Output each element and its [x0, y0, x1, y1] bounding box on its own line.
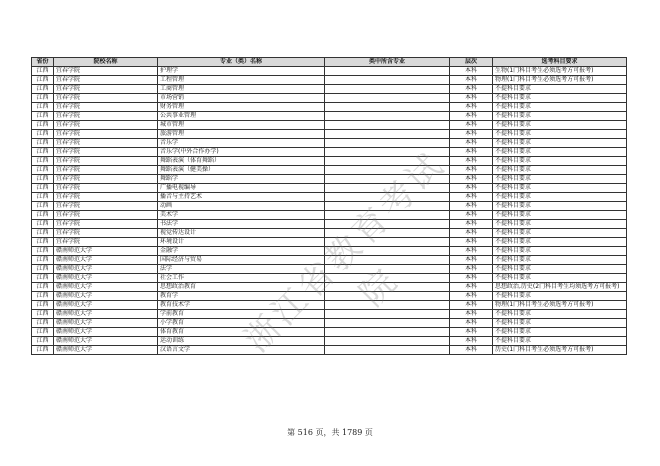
cell-province: 江西 [32, 157, 54, 166]
cell-included-majors [325, 193, 450, 202]
cell-major: 教育技术学 [158, 301, 325, 310]
table-row [32, 130, 627, 139]
cell-subject-requirement: 不提科目要求 [493, 184, 627, 193]
cell-major: 运动训练 [158, 337, 325, 346]
cell-level: 本科 [450, 67, 493, 76]
cell-school: 宜春学院 [54, 85, 158, 94]
cell-major: 公共事业管理 [158, 112, 325, 121]
cell-school: 宜春学院 [54, 166, 158, 175]
cell-major: 法学 [158, 265, 325, 274]
cell-subject-requirement: 不提科目要求 [493, 202, 627, 211]
cell-major: 广播电视编导 [158, 184, 325, 193]
cell-subject-requirement: 不提科目要求 [493, 166, 627, 175]
cell-major: 美术学 [158, 211, 325, 220]
cell-school: 宜春学院 [54, 229, 158, 238]
cell-school: 宜春学院 [54, 94, 158, 103]
cell-province: 江西 [32, 166, 54, 175]
cell-subject-requirement: 不提科目要求 [493, 256, 627, 265]
cell-school: 赣南师范大学 [54, 319, 158, 328]
cell-subject-requirement: 不提科目要求 [493, 265, 627, 274]
cell-included-majors [325, 130, 450, 139]
cell-included-majors [325, 229, 450, 238]
cell-school: 宜春学院 [54, 220, 158, 229]
cell-subject-requirement: 不提科目要求 [493, 148, 627, 157]
table-row [32, 103, 627, 112]
table-row [32, 157, 627, 166]
table-row [32, 337, 627, 346]
cell-school: 宜春学院 [54, 202, 158, 211]
table-row [32, 193, 627, 202]
cell-school: 赣南师范大学 [54, 301, 158, 310]
cell-school: 赣南师范大学 [54, 310, 158, 319]
cell-major: 动画 [158, 202, 325, 211]
cell-school: 宜春学院 [54, 121, 158, 130]
cell-level: 本科 [450, 76, 493, 85]
cell-level: 本科 [450, 283, 493, 292]
cell-level: 本科 [450, 319, 493, 328]
cell-included-majors [325, 301, 450, 310]
cell-major: 市场营销 [158, 94, 325, 103]
cell-level: 本科 [450, 103, 493, 112]
cell-level: 本科 [450, 175, 493, 184]
table-row [32, 229, 627, 238]
cell-subject-requirement: 生物(1门科目考生必须选考方可报考) [493, 67, 627, 76]
cell-subject-requirement: 不提科目要求 [493, 85, 627, 94]
table-row [32, 292, 627, 301]
cell-level: 本科 [450, 166, 493, 175]
cell-included-majors [325, 211, 450, 220]
cell-major: 小学教育 [158, 319, 325, 328]
cell-province: 江西 [32, 94, 54, 103]
cell-included-majors [325, 283, 450, 292]
cell-level: 本科 [450, 265, 493, 274]
cell-included-majors [325, 310, 450, 319]
cell-subject-requirement: 不提科目要求 [493, 247, 627, 256]
cell-province: 江西 [32, 301, 54, 310]
table-row [32, 301, 627, 310]
cell-province: 江西 [32, 67, 54, 76]
cell-province: 江西 [32, 310, 54, 319]
cell-included-majors [325, 112, 450, 121]
header-school: 院校名称 [54, 58, 158, 67]
cell-included-majors [325, 274, 450, 283]
cell-school: 宜春学院 [54, 193, 158, 202]
header-included-majors: 类中所含专业 [325, 58, 450, 67]
cell-level: 本科 [450, 229, 493, 238]
cell-school: 赣南师范大学 [54, 283, 158, 292]
cell-subject-requirement: 不提科目要求 [493, 112, 627, 121]
table-row [32, 112, 627, 121]
cell-level: 本科 [450, 346, 493, 355]
cell-major: 金融学 [158, 247, 325, 256]
cell-subject-requirement: 不提科目要求 [493, 211, 627, 220]
cell-included-majors [325, 256, 450, 265]
cell-level: 本科 [450, 139, 493, 148]
cell-school: 宜春学院 [54, 175, 158, 184]
cell-major: 体育教育 [158, 328, 325, 337]
cell-subject-requirement: 不提科目要求 [493, 274, 627, 283]
cell-included-majors [325, 238, 450, 247]
cell-province: 江西 [32, 130, 54, 139]
cell-subject-requirement: 不提科目要求 [493, 103, 627, 112]
cell-major: 舞蹈表演（健美操） [158, 166, 325, 175]
cell-school: 宜春学院 [54, 67, 158, 76]
cell-province: 江西 [32, 283, 54, 292]
cell-major: 汉语言文学 [158, 346, 325, 355]
cell-subject-requirement: 不提科目要求 [493, 319, 627, 328]
cell-subject-requirement: 不提科目要求 [493, 220, 627, 229]
cell-province: 江西 [32, 184, 54, 193]
table-row [32, 265, 627, 274]
cell-school: 宜春学院 [54, 238, 158, 247]
cell-major: 书法学 [158, 220, 325, 229]
cell-major: 财务管理 [158, 103, 325, 112]
table-body [32, 67, 627, 355]
cell-major: 护理学 [158, 67, 325, 76]
table-row [32, 85, 627, 94]
table-row [32, 67, 627, 76]
table-header-row [32, 58, 627, 67]
table-row [32, 121, 627, 130]
cell-included-majors [325, 103, 450, 112]
cell-level: 本科 [450, 292, 493, 301]
cell-level: 本科 [450, 310, 493, 319]
cell-province: 江西 [32, 247, 54, 256]
cell-subject-requirement: 不提科目要求 [493, 328, 627, 337]
cell-school: 赣南师范大学 [54, 274, 158, 283]
cell-major: 学前教育 [158, 310, 325, 319]
cell-included-majors [325, 139, 450, 148]
header-major: 专业（类）名称 [158, 58, 325, 67]
cell-level: 本科 [450, 220, 493, 229]
cell-included-majors [325, 94, 450, 103]
cell-province: 江西 [32, 175, 54, 184]
cell-subject-requirement: 不提科目要求 [493, 130, 627, 139]
table-row [32, 202, 627, 211]
cell-province: 江西 [32, 193, 54, 202]
cell-subject-requirement: 不提科目要求 [493, 310, 627, 319]
cell-major: 音乐学(中外合作办学) [158, 148, 325, 157]
cell-included-majors [325, 67, 450, 76]
cell-included-majors [325, 346, 450, 355]
cell-major: 教育学 [158, 292, 325, 301]
cell-major: 舞蹈学 [158, 175, 325, 184]
cell-level: 本科 [450, 121, 493, 130]
cell-included-majors [325, 328, 450, 337]
cell-province: 江西 [32, 229, 54, 238]
cell-level: 本科 [450, 328, 493, 337]
cell-major: 思想政治教育 [158, 283, 325, 292]
cell-included-majors [325, 76, 450, 85]
cell-level: 本科 [450, 337, 493, 346]
cell-major: 工商管理 [158, 85, 325, 94]
cell-level: 本科 [450, 202, 493, 211]
table-row [32, 220, 627, 229]
cell-included-majors [325, 184, 450, 193]
table-row [32, 310, 627, 319]
cell-school: 宜春学院 [54, 112, 158, 121]
cell-subject-requirement: 不提科目要求 [493, 157, 627, 166]
cell-subject-requirement: 物理(1门科目考生必须选考方可报考) [493, 76, 627, 85]
cell-level: 本科 [450, 238, 493, 247]
cell-subject-requirement: 不提科目要求 [493, 292, 627, 301]
cell-province: 江西 [32, 220, 54, 229]
cell-province: 江西 [32, 265, 54, 274]
cell-province: 江西 [32, 211, 54, 220]
table-row [32, 139, 627, 148]
cell-included-majors [325, 265, 450, 274]
cell-school: 赣南师范大学 [54, 265, 158, 274]
cell-major: 视觉传达设计 [158, 229, 325, 238]
cell-level: 本科 [450, 94, 493, 103]
cell-level: 本科 [450, 112, 493, 121]
cell-province: 江西 [32, 121, 54, 130]
cell-school: 宜春学院 [54, 211, 158, 220]
table-row [32, 328, 627, 337]
cell-level: 本科 [450, 130, 493, 139]
cell-level: 本科 [450, 211, 493, 220]
cell-included-majors [325, 319, 450, 328]
cell-level: 本科 [450, 301, 493, 310]
cell-subject-requirement: 不提科目要求 [493, 175, 627, 184]
cell-included-majors [325, 85, 450, 94]
cell-subject-requirement: 不提科目要求 [493, 121, 627, 130]
table-row [32, 211, 627, 220]
table-row [32, 166, 627, 175]
cell-province: 江西 [32, 139, 54, 148]
cell-school: 赣南师范大学 [54, 247, 158, 256]
cell-province: 江西 [32, 274, 54, 283]
cell-included-majors [325, 121, 450, 130]
cell-school: 赣南师范大学 [54, 328, 158, 337]
cell-subject-requirement: 不提科目要求 [493, 139, 627, 148]
cell-major: 旅游管理 [158, 130, 325, 139]
cell-level: 本科 [450, 148, 493, 157]
cell-subject-requirement: 不提科目要求 [493, 238, 627, 247]
table-row [32, 346, 627, 355]
cell-province: 江西 [32, 148, 54, 157]
cell-province: 江西 [32, 292, 54, 301]
cell-school: 宜春学院 [54, 76, 158, 85]
cell-school: 赣南师范大学 [54, 337, 158, 346]
cell-province: 江西 [32, 346, 54, 355]
table-row [32, 247, 627, 256]
table-row [32, 319, 627, 328]
table-row [32, 184, 627, 193]
cell-level: 本科 [450, 274, 493, 283]
table-row [32, 148, 627, 157]
cell-subject-requirement: 不提科目要求 [493, 94, 627, 103]
header-level: 层次 [450, 58, 493, 67]
cell-major: 环境设计 [158, 238, 325, 247]
cell-province: 江西 [32, 238, 54, 247]
cell-school: 宜春学院 [54, 103, 158, 112]
cell-level: 本科 [450, 256, 493, 265]
cell-province: 江西 [32, 112, 54, 121]
cell-subject-requirement: 不提科目要求 [493, 337, 627, 346]
cell-province: 江西 [32, 256, 54, 265]
cell-included-majors [325, 220, 450, 229]
cell-major: 国际经济与贸易 [158, 256, 325, 265]
cell-included-majors [325, 166, 450, 175]
cell-level: 本科 [450, 85, 493, 94]
cell-school: 赣南师范大学 [54, 256, 158, 265]
table-row [32, 238, 627, 247]
cell-school: 赣南师范大学 [54, 346, 158, 355]
cell-major: 音乐学 [158, 139, 325, 148]
header-province: 省份 [32, 58, 54, 67]
cell-included-majors [325, 247, 450, 256]
table-row [32, 76, 627, 85]
cell-included-majors [325, 148, 450, 157]
cell-level: 本科 [450, 184, 493, 193]
cell-level: 本科 [450, 247, 493, 256]
cell-subject-requirement: 不提科目要求 [493, 193, 627, 202]
cell-school: 宜春学院 [54, 157, 158, 166]
cell-province: 江西 [32, 76, 54, 85]
cell-major: 工程管理 [158, 76, 325, 85]
cell-included-majors [325, 292, 450, 301]
cell-school: 宜春学院 [54, 130, 158, 139]
cell-school: 宜春学院 [54, 148, 158, 157]
table-row [32, 274, 627, 283]
cell-included-majors [325, 337, 450, 346]
cell-province: 江西 [32, 202, 54, 211]
cell-major: 播音与主持艺术 [158, 193, 325, 202]
table-row [32, 283, 627, 292]
cell-included-majors [325, 202, 450, 211]
table-row [32, 94, 627, 103]
cell-province: 江西 [32, 328, 54, 337]
watermark: 浙江省教育考试院 [236, 143, 454, 361]
cell-included-majors [325, 175, 450, 184]
cell-major: 社会工作 [158, 274, 325, 283]
cell-school: 宜春学院 [54, 184, 158, 193]
cell-province: 江西 [32, 103, 54, 112]
table-row [32, 175, 627, 184]
cell-major: 舞蹈表演（体育舞蹈） [158, 157, 325, 166]
cell-included-majors [325, 157, 450, 166]
cell-school: 赣南师范大学 [54, 292, 158, 301]
cell-subject-requirement: 不提科目要求 [493, 229, 627, 238]
requirements-table [31, 57, 627, 355]
page-footer: 第 516 页，共 1789 页 [287, 428, 373, 437]
cell-subject-requirement: 物理(1门科目考生必须选考方可报考) [493, 301, 627, 310]
header-subject-requirement: 选考科目要求 [493, 58, 627, 67]
cell-province: 江西 [32, 85, 54, 94]
cell-province: 江西 [32, 319, 54, 328]
table-row [32, 256, 627, 265]
cell-province: 江西 [32, 337, 54, 346]
cell-level: 本科 [450, 157, 493, 166]
cell-subject-requirement: 历史(1门科目考生必须选考方可报考) [493, 346, 627, 355]
cell-major: 城市管理 [158, 121, 325, 130]
cell-level: 本科 [450, 193, 493, 202]
cell-school: 宜春学院 [54, 139, 158, 148]
cell-subject-requirement: 思想政治,历史(2门科目考生均须选考方可报考) [493, 283, 627, 292]
